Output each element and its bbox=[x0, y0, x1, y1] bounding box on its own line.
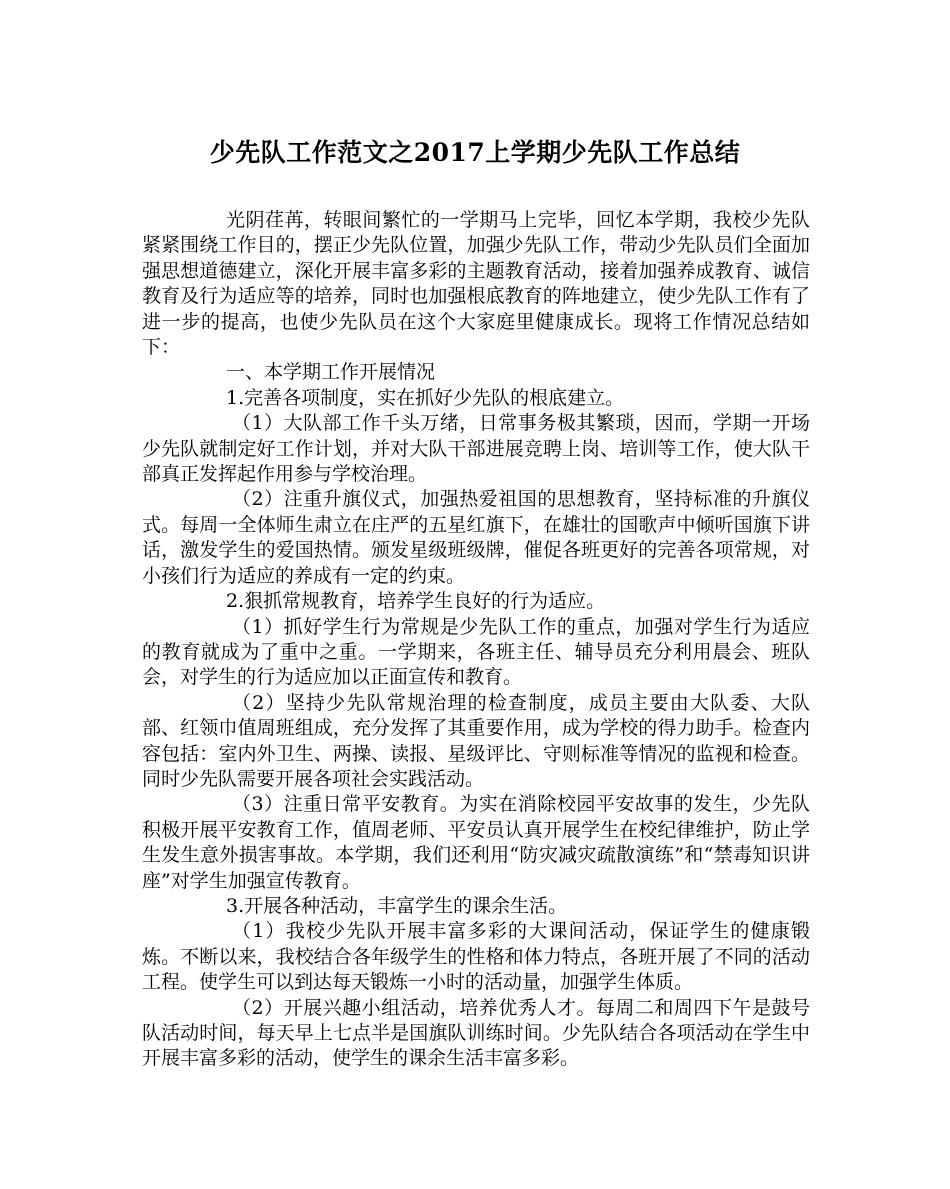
document-body bbox=[142, 208, 810, 1072]
numbered-paragraph: （3）注重日常平安教育。为实在消除校园平安故事的发生，少先队积极开展平安教育工作，值周老师、平安员认真开展学生在校纪律维护，防止学生发生意外损害事故。本学期，我们还利用“防灾减灾疏散演练”和“禁毒知识讲座”对学生加强宣传教育。 bbox=[142, 793, 810, 892]
numbered-paragraph: （1）抓好学生行为常规是少先队工作的重点，加强对学生行为适应的教育就成为了重中之重。一学期来，各班主任、辅导员充分利用晨会、班队会，对学生的行为适应加以正面宣传和教育。 bbox=[142, 615, 810, 689]
subsection-heading: 3.开展各种活动，丰富学生的课余生活。 bbox=[226, 894, 568, 917]
numbered-paragraph: （1）大队部工作千头万绪，日常事务极其繁琐，因而，学期一开场少先队就制定好工作计划，并对大队干部进展竞聘上岗、培训等工作，使大队干部真正发挥起作用参与学校治理。 bbox=[142, 412, 810, 486]
section-heading: 一、本学期工作开展情况 bbox=[226, 361, 436, 384]
body-paragraph: 光阴荏苒，转眼间繁忙的一学期马上完毕，回忆本学期，我校少先队紧紧围绕工作目的，摆正少先队位置，加强少先队工作，带动少先队员们全面加强思想道德建立，深化开展丰富多彩的主题教育活动，接着加强养成教育、诚信教育及行为适应等的培养，同时也加强根底教育的阵地建立，使少先队工作有了进一步的提高，也使少先队员在这个大家庭里健康成长。现将工作情况总结如下： bbox=[142, 209, 810, 359]
subsection-heading: 2.狠抓常规教育，培养学生良好的行为适应。 bbox=[226, 590, 606, 613]
numbered-paragraph: （2）开展兴趣小组活动，培养优秀人才。每周二和周四下午是鼓号队活动时间，每天早上七点半是国旗队训练时间。少先队结合各项活动在学生中开展丰富多彩的活动，使学生的课余生活丰富多彩。 bbox=[142, 996, 810, 1070]
numbered-paragraph: （2）注重升旗仪式，加强热爱祖国的思想教育，坚持标准的升旗仪式。每周一全体师生肃立在庄严的五星红旗下，在雄壮的国歌声中倾听国旗下讲话，激发学生的爱国热情。颁发星级班级牌，催促各班更好的完善各项常规，对小孩们行为适应的养成有一定的约束。 bbox=[142, 488, 810, 587]
subsection-heading: 1.完善各项制度，实在抓好少先队的根底建立。 bbox=[226, 386, 625, 409]
numbered-paragraph: （2）坚持少先队常规治理的检查制度，成员主要由大队委、大队部、红领巾值周班组成，充分发挥了其重要作用，成为学校的得力助手。检查内容包括：室内外卫生、两操、读报、星级评比、守则标准等情况的监视和检查。同时少先队需要开展各项社会实践活动。 bbox=[142, 691, 810, 790]
document-title: 少先队工作范文之2017上学期少先队工作总结 bbox=[209, 138, 741, 167]
numbered-paragraph: （1）我校少先队开展丰富多彩的大课间活动，保证学生的健康锻炼。不断以来，我校结合各年级学生的性格和体力特点，各班开展了不同的活动工程。使学生可以到达每天锻炼一小时的活动量，加强学生体质。 bbox=[142, 920, 810, 994]
